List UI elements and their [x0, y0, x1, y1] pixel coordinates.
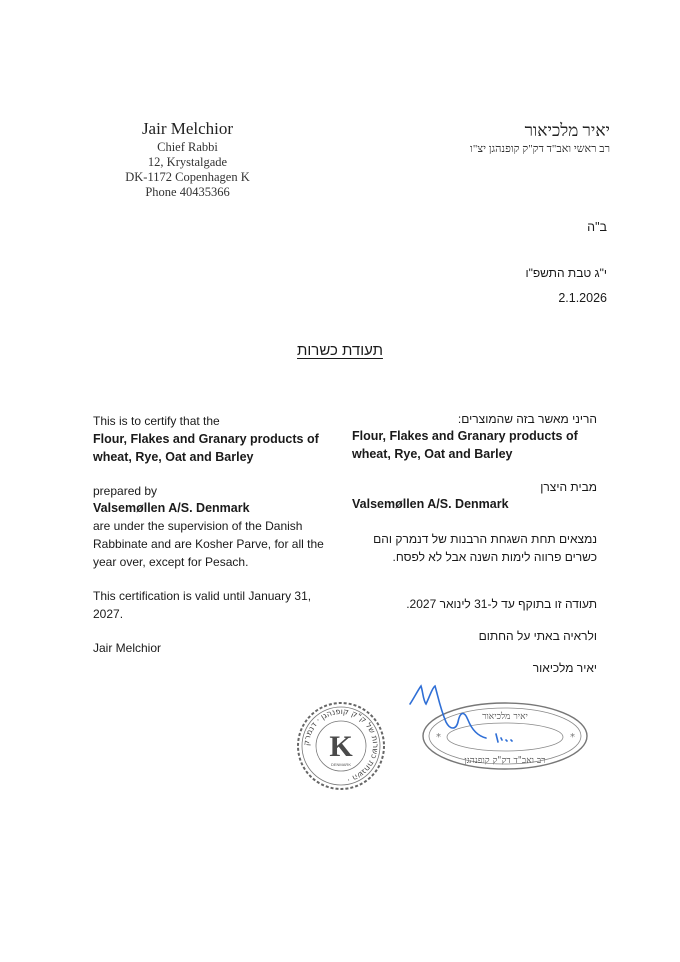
letterhead-right — [350, 120, 610, 156]
gregorian-date: 2.1.2026 — [558, 291, 607, 305]
he-signature-name: יאיר מלכיאור — [532, 661, 597, 675]
he-products: Flour, Flakes and Granary products of wheat, Rye, Oat and Barley — [352, 429, 578, 461]
svg-text:*: * — [570, 732, 575, 743]
svg-text:K: K — [329, 730, 353, 763]
en-validity: This certification is valid until January 31, 2027. — [93, 589, 312, 621]
svg-text:השגחת כשרות של ק"ק קופנהגן · ד: השגחת כשרות של ק"ק קופנהגן · דנמרק · — [301, 706, 381, 785]
en-manufacturer: Valsemøllen A/S. Denmark — [93, 501, 250, 515]
hebrew-date: י"ג טבת התשפ"ו — [525, 266, 607, 280]
kosher-round-stamp — [295, 700, 387, 792]
bh-mark: ב"ה — [587, 220, 607, 234]
en-signature-name: Jair Melchior — [93, 641, 162, 655]
he-manufacturer: Valsemøllen A/S. Denmark — [352, 497, 509, 511]
en-supervision: are under the supervision of the Danish Rabbinate and are Kosher Parve, for all the year over, except for Pesach. — [93, 519, 324, 569]
rabbi-name-en: Jair Melchior — [141, 119, 234, 138]
k-seal-icon — [295, 700, 387, 792]
he-validity: תעודה זו בתוקף עד ל-31 לינואר 2027. — [406, 597, 597, 611]
address-street: 12, Krystalgade — [147, 155, 228, 169]
en-products: Flour, Flakes and Granary products of wheat, Rye, Oat and Barley — [93, 432, 319, 464]
en-intro: This is to certify that the — [93, 414, 220, 428]
phone: Phone 40435366 — [145, 185, 230, 199]
rabbi-title-he: רב ראשי ואב"ד דק"ק קופנהגן יצ"ו — [470, 143, 610, 155]
svg-text:יאיר מלכיאור: יאיר מלכיאור — [482, 712, 528, 722]
document-title — [0, 342, 680, 359]
he-supervision: נמצאים תחת השגחת הרבנות של דנמרק והם כשרים פרווה לימות השנה אבל לא לפסח. — [373, 532, 597, 564]
svg-text:DENMARK: DENMARK — [330, 762, 352, 767]
address-city: DK-1172 Copenhagen K — [125, 170, 250, 184]
signature-icon — [408, 682, 518, 752]
en-prepared-by: prepared by — [93, 484, 158, 498]
svg-text:*: * — [436, 732, 441, 743]
title-text: תעודת כשרות — [297, 342, 383, 359]
rabbi-name-he: יאיר מלכיאור — [524, 121, 610, 140]
handwritten-signature — [408, 682, 518, 752]
he-prepared-by: מבית היצרן — [540, 480, 597, 494]
rabbi-title-en: Chief Rabbi — [157, 140, 218, 154]
he-witness: ולראיה באתי על החתום — [478, 629, 597, 643]
he-intro: הריני מאשר בזה שהמוצרים: — [457, 412, 597, 426]
svg-text:רב ואב"ד דק"ק קופנהגן: רב ואב"ד דק"ק קופנהגן — [464, 756, 546, 766]
letterhead-left — [100, 118, 275, 200]
